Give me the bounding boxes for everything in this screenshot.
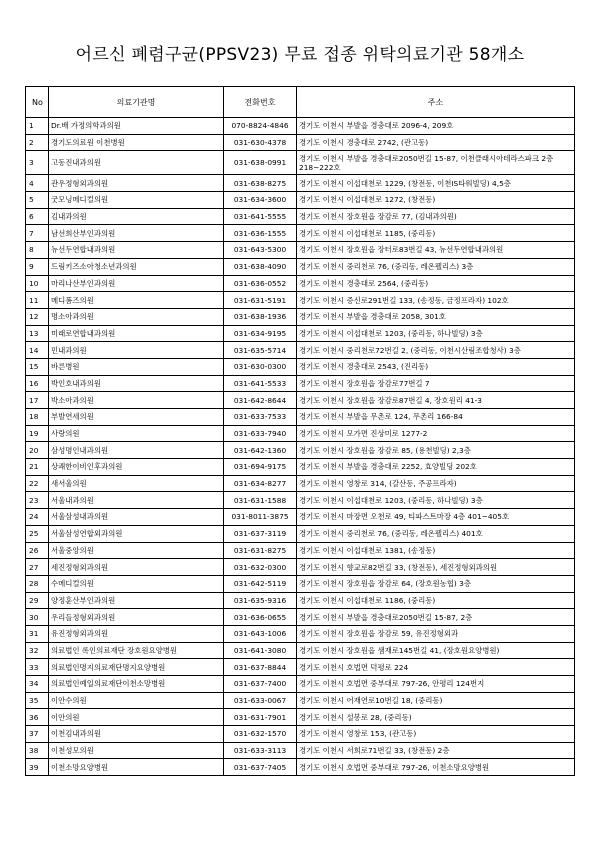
address: 경기도 이천시 부발읍 경충대로 2252, 효양빌딩 202호 [297,459,575,476]
table-row [26,625,575,642]
table-row [26,425,575,442]
address: 경기도 이천시 향교로82번길 33, (창전동), 세진정형외과의원 [297,559,575,576]
clinic-name: 드림키즈소아청소년과의원 [49,258,224,275]
address: 경기도 이천시 중리천로72번길 2, (중리동, 이천시산림조합청사) 3층 [297,342,575,359]
table-row [26,409,575,426]
phone-number: 031-638-0991 [224,151,297,175]
table-row [26,525,575,542]
row-number: 17 [26,392,49,409]
table-row [26,192,575,209]
row-number: 16 [26,375,49,392]
table-row [26,375,575,392]
address: 경기도 이천시 서희로71번길 33, (창전동) 2층 [297,742,575,759]
clinic-name: 바른병원 [49,358,224,375]
clinic-name: 이안의원 [49,709,224,726]
address: 경기도 이천시 이섭대천로 1229, (창전동, 이천IS타워빌딩) 4,5층 [297,175,575,192]
phone-number: 031-642-1360 [224,442,297,459]
clinic-name: 사랑의원 [49,425,224,442]
clinic-name: 뉴선두연합내과의원 [49,242,224,259]
phone-number: 031-633-0067 [224,692,297,709]
phone-number: 031-638-8275 [224,175,297,192]
clinic-name: 민내과의원 [49,342,224,359]
row-number: 33 [26,659,49,676]
address: 경기도 이천시 부발읍 경충대로2050번길 15-87, 이천클래시아테라스파크 2층 218~222호 [297,151,575,175]
clinic-name: 의료법인명지의료재단명지요양병원 [49,659,224,676]
row-number: 13 [26,325,49,342]
row-number: 21 [26,459,49,476]
phone-number: 031-8011-3875 [224,509,297,526]
address: 경기도 이천시 부발읍 경충대로 2096-4, 209호 [297,118,575,135]
clinic-name: 마리나산부인과의원 [49,275,224,292]
row-number: 19 [26,425,49,442]
clinic-name: 우리들정형외과의원 [49,609,224,626]
table-row [26,442,575,459]
address: 경기도 이천시 이섭대천로 1381, (송정동) [297,542,575,559]
address: 경기도 이천시 경충대로 2742, (관고동) [297,134,575,151]
clinic-name: 이천성모의원 [49,742,224,759]
clinic-name: 김내과의원 [49,208,224,225]
address: 경기도 이천시 장호원읍 장감로 77, (김내과의원) [297,208,575,225]
table-row [26,275,575,292]
clinic-name: 박인호내과의원 [49,375,224,392]
row-number: 29 [26,592,49,609]
clinic-name: 의료법인예일의료재단이천소망병원 [49,676,224,693]
table-row [26,151,575,175]
phone-number: 031-637-8844 [224,659,297,676]
clinic-name: 상쾌한이비인후과의원 [49,459,224,476]
table-row [26,592,575,609]
address: 경기도 이천시 부발읍 경충대로 2058, 301호 [297,308,575,325]
table-row [26,242,575,259]
address: 경기도 이천시 중리천로 76, (중리동, 레온펠리스) 3층 [297,258,575,275]
row-number: 30 [26,609,49,626]
address: 경기도 이천시 장호원읍 장터로83번길 43, 뉴선두연합내과의원 [297,242,575,259]
address: 경기도 이천시 장호원읍 장감로87번길 4, 장호원리 41-3 [297,392,575,409]
row-number: 10 [26,275,49,292]
row-number: 28 [26,575,49,592]
row-number: 11 [26,292,49,309]
phone-number: 031-634-3600 [224,192,297,209]
row-number: 6 [26,208,49,225]
phone-number: 031-631-5191 [224,292,297,309]
row-number: 26 [26,542,49,559]
row-number: 2 [26,134,49,151]
row-number: 32 [26,642,49,659]
address: 경기도 이천시 영창로 314, (갈산동, 주공프라자) [297,475,575,492]
clinic-name: 삼성명인내과의원 [49,442,224,459]
table-header-row [26,87,575,118]
clinic-name: 경기도의료원 이천병원 [49,134,224,151]
address: 경기도 이천시 호법면 중부대로 797-26, 안평리 124번지 [297,676,575,693]
clinic-name: 남선희산부인과의원 [49,225,224,242]
table-row [26,759,575,776]
header-address: 주소 [297,87,575,118]
clinic-name: 메디폼즈의원 [49,292,224,309]
table-row [26,676,575,693]
clinic-name: 이천김내과의원 [49,726,224,743]
table-row [26,742,575,759]
clinic-name: 서울내과의원 [49,492,224,509]
phone-number: 031-632-1570 [224,726,297,743]
phone-number: 031-633-7533 [224,409,297,426]
table-row [26,392,575,409]
clinic-name: 미래로연합내과의원 [49,325,224,342]
header-no: No [26,87,49,118]
header-phone: 전화번호 [224,87,297,118]
phone-number: 031-642-8644 [224,392,297,409]
row-number: 38 [26,742,49,759]
table-row [26,175,575,192]
row-number: 23 [26,492,49,509]
phone-number: 031-642-5119 [224,575,297,592]
clinic-name: 양정훈산부인과의원 [49,592,224,609]
table-row [26,358,575,375]
table-row [26,692,575,709]
table-row [26,559,575,576]
row-number: 20 [26,442,49,459]
address: 경기도 이천시 어재연로10번길 18, (중리동) [297,692,575,709]
address: 경기도 이천시 설봉로 28, (중리동) [297,709,575,726]
row-number: 34 [26,676,49,693]
phone-number: 031-633-3113 [224,742,297,759]
clinic-name: 세진정형외과의원 [49,559,224,576]
address: 경기도 이천시 이섭대천로 1186, (중리동) [297,592,575,609]
address: 경기도 이천시 부발읍 무촌로 124, 무촌리 166-84 [297,409,575,426]
row-number: 4 [26,175,49,192]
address: 경기도 이천시 호법면 덕평로 224 [297,659,575,676]
row-number: 12 [26,308,49,325]
table-row [26,726,575,743]
table-row [26,258,575,275]
phone-number: 031-636-0655 [224,609,297,626]
row-number: 35 [26,692,49,709]
address: 경기도 이천시 모가면 진상미로 1277-2 [297,425,575,442]
phone-number: 031-636-1555 [224,225,297,242]
address: 경기도 이천시 영창로 153, (관고동) [297,726,575,743]
clinic-name: 서울중앙의원 [49,542,224,559]
table-body [26,118,575,776]
table-row [26,134,575,151]
table-row [26,325,575,342]
address: 경기도 이천시 호법면 중부대로 797-26, 이천소망요양병원 [297,759,575,776]
table-row [26,575,575,592]
clinic-name: 서울삼성연합외과의원 [49,525,224,542]
address: 경기도 이천시 이섭대천로 1203, (중리동, 하나빌딩) 3층 [297,492,575,509]
clinic-name: 부발연세의원 [49,409,224,426]
phone-number: 031-638-1936 [224,308,297,325]
phone-number: 031-630-0300 [224,358,297,375]
document-title: 어르신 폐렴구균(PPSV23) 무료 접종 위탁의료기관 58개소 [75,45,525,65]
address: 경기도 이천시 부발읍 경충대로2050번길 15-87, 2층 [297,609,575,626]
header-name: 의료기관명 [49,87,224,118]
phone-number: 031-631-7901 [224,709,297,726]
table-row [26,509,575,526]
phone-number: 031-635-9316 [224,592,297,609]
phone-number: 031-630-4378 [224,134,297,151]
row-number: 24 [26,509,49,526]
table-row [26,642,575,659]
phone-number: 031-641-5555 [224,208,297,225]
address: 경기도 이천시 장호원읍 장감로77번길 7 [297,375,575,392]
clinic-name: 이천소망요양병원 [49,759,224,776]
table-row [26,709,575,726]
table-row [26,542,575,559]
table-row [26,342,575,359]
row-number: 31 [26,625,49,642]
clinic-name: 명소아과의원 [49,308,224,325]
address: 경기도 이천시 마장면 오천로 49, 티파스트마장 4층 401~405호 [297,509,575,526]
phone-number: 031-637-7405 [224,759,297,776]
address: 경기도 이천시 중리천로 76, (중리동, 레온펠리스) 401호 [297,525,575,542]
address: 경기도 이천시 경충대로 2543, (진리동) [297,358,575,375]
phone-number: 031-641-3080 [224,642,297,659]
phone-number: 031-634-9195 [224,325,297,342]
row-number: 8 [26,242,49,259]
phone-number: 031-694-9175 [224,459,297,476]
clinic-name: 고동진내과의원 [49,151,224,175]
table-row [26,118,575,135]
row-number: 5 [26,192,49,209]
phone-number: 031-631-1588 [224,492,297,509]
row-number: 27 [26,559,49,576]
row-number: 37 [26,726,49,743]
address: 경기도 이천시 장호원읍 장감로 85, (용천빌딩) 2,3층 [297,442,575,459]
phone-number: 031-634-8277 [224,475,297,492]
phone-number: 031-632-0300 [224,559,297,576]
table-row [26,308,575,325]
phone-number: 031-643-1006 [224,625,297,642]
clinic-name: 서울삼성내과의원 [49,509,224,526]
address: 경기도 이천시 증신로291번길 133, (송정동, 금정프라자) 102호 [297,292,575,309]
clinic-table [25,86,575,776]
table-row [26,492,575,509]
address: 경기도 이천시 이섭대천로 1185, (중리동) [297,225,575,242]
table-row [26,659,575,676]
row-number: 15 [26,358,49,375]
address: 경기도 이천시 장호원읍 장감로 64, (장호원농협) 3층 [297,575,575,592]
phone-number: 070-8824-4846 [224,118,297,135]
phone-number: 031-631-8275 [224,542,297,559]
address: 경기도 이천시 이섭대천로 1272, (창전동) [297,192,575,209]
phone-number: 031-641-5533 [224,375,297,392]
clinic-name: 굿모닝메디컬의원 [49,192,224,209]
table-row [26,225,575,242]
clinic-name: 새서울의원 [49,475,224,492]
row-number: 36 [26,709,49,726]
row-number: 9 [26,258,49,275]
row-number: 18 [26,409,49,426]
phone-number: 031-643-5300 [224,242,297,259]
address: 경기도 이천시 경충대로 2564, (중리동) [297,275,575,292]
address: 경기도 이천시 이섭대천로 1203, (중리동, 하나빌딩) 3층 [297,325,575,342]
clinic-name: 수메디컬의원 [49,575,224,592]
table-row [26,459,575,476]
phone-number: 031-635-5714 [224,342,297,359]
phone-number: 031-637-3119 [224,525,297,542]
row-number: 3 [26,151,49,175]
row-number: 25 [26,525,49,542]
row-number: 39 [26,759,49,776]
clinic-name: 의료법인 록인의료재단 장호원요양병원 [49,642,224,659]
address: 경기도 이천시 장호원읍 샘재로145번길 41, (장호원요양병원) [297,642,575,659]
table-row [26,609,575,626]
address: 경기도 이천시 장호원읍 장감로 59, 유진정형외과 [297,625,575,642]
row-number: 1 [26,118,49,135]
row-number: 22 [26,475,49,492]
table-row [26,208,575,225]
clinic-name: Dr.배 가정의학과의원 [49,118,224,135]
table-row [26,292,575,309]
clinic-name: 유진정형외과의원 [49,625,224,642]
phone-number: 031-636-0552 [224,275,297,292]
row-number: 7 [26,225,49,242]
table-row [26,475,575,492]
clinic-name: 관우정형외과의원 [49,175,224,192]
row-number: 14 [26,342,49,359]
phone-number: 031-633-7940 [224,425,297,442]
clinic-name: 이안수의원 [49,692,224,709]
clinic-name: 박소아과의원 [49,392,224,409]
phone-number: 031-637-7400 [224,676,297,693]
phone-number: 031-638-4090 [224,258,297,275]
